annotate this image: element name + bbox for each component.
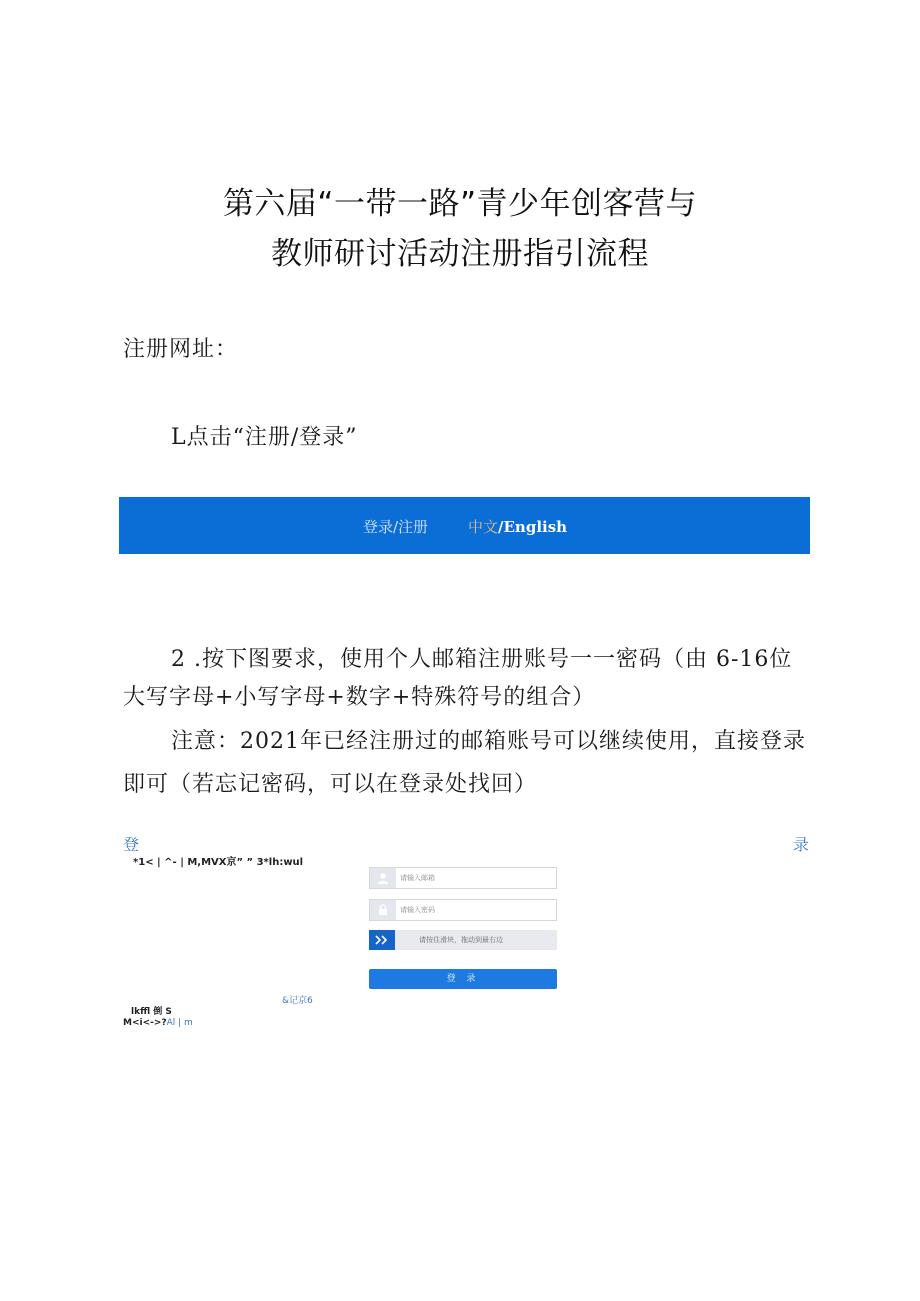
password-input[interactable] bbox=[400, 903, 550, 917]
doc-title-line2: 教师研讨活动注册指引流程 bbox=[271, 236, 649, 272]
step2-line2: 大写字母+小写字母+数字+特殊符号的组合） bbox=[123, 685, 596, 710]
login-heading-left: 登 bbox=[123, 835, 140, 854]
lang-zh[interactable]: 中文 bbox=[468, 518, 499, 536]
garbled-header-text: *1< | ^- | M,MVX京” ” 3*lh:wul bbox=[133, 857, 304, 868]
step2-line1: 2 .按下图要求，使用个人邮箱注册账号一一密码（由 6-16位 bbox=[171, 647, 793, 672]
site-top-bar bbox=[119, 497, 810, 554]
password-field[interactable] bbox=[369, 899, 557, 921]
language-switch[interactable] bbox=[468, 516, 567, 537]
note-line1: 注意：2021年已经注册过的邮箱账号可以继续使用，直接登录 bbox=[171, 729, 806, 754]
garbled-footer-line2 bbox=[123, 1018, 193, 1028]
lock-icon bbox=[370, 900, 396, 920]
garbled-footer-dark: M<i<->? bbox=[123, 1018, 167, 1028]
step1-text: L点击“注册/登录” bbox=[171, 425, 358, 450]
slide-verify-handle[interactable] bbox=[369, 930, 395, 950]
double-chevron-right-icon bbox=[375, 935, 389, 945]
user-icon bbox=[370, 868, 396, 888]
login-heading-right: 录 bbox=[793, 835, 810, 854]
login-button[interactable]: 登 录 bbox=[369, 969, 557, 989]
note-line2: 即可（若忘记密码，可以在登录处找回） bbox=[123, 772, 538, 797]
forgot-password-link[interactable]: &记京6 bbox=[282, 996, 313, 1006]
lang-en[interactable]: /English bbox=[498, 518, 568, 536]
garbled-footer-link[interactable]: Al | m bbox=[166, 1018, 193, 1028]
doc-title-line1: 第六届“一带一路”青少年创客营与 bbox=[222, 186, 698, 222]
email-input[interactable] bbox=[400, 871, 550, 885]
email-field[interactable] bbox=[369, 867, 557, 889]
login-register-link[interactable]: 登录/注册 bbox=[363, 518, 429, 536]
registration-url-label: 注册网址： bbox=[123, 337, 239, 362]
slide-verify-hint: 请按住滑块，拖动到最右边 bbox=[419, 936, 503, 944]
slide-verify-track bbox=[369, 930, 557, 950]
garbled-footer-line1: lkffl 倒 S bbox=[131, 1007, 172, 1017]
